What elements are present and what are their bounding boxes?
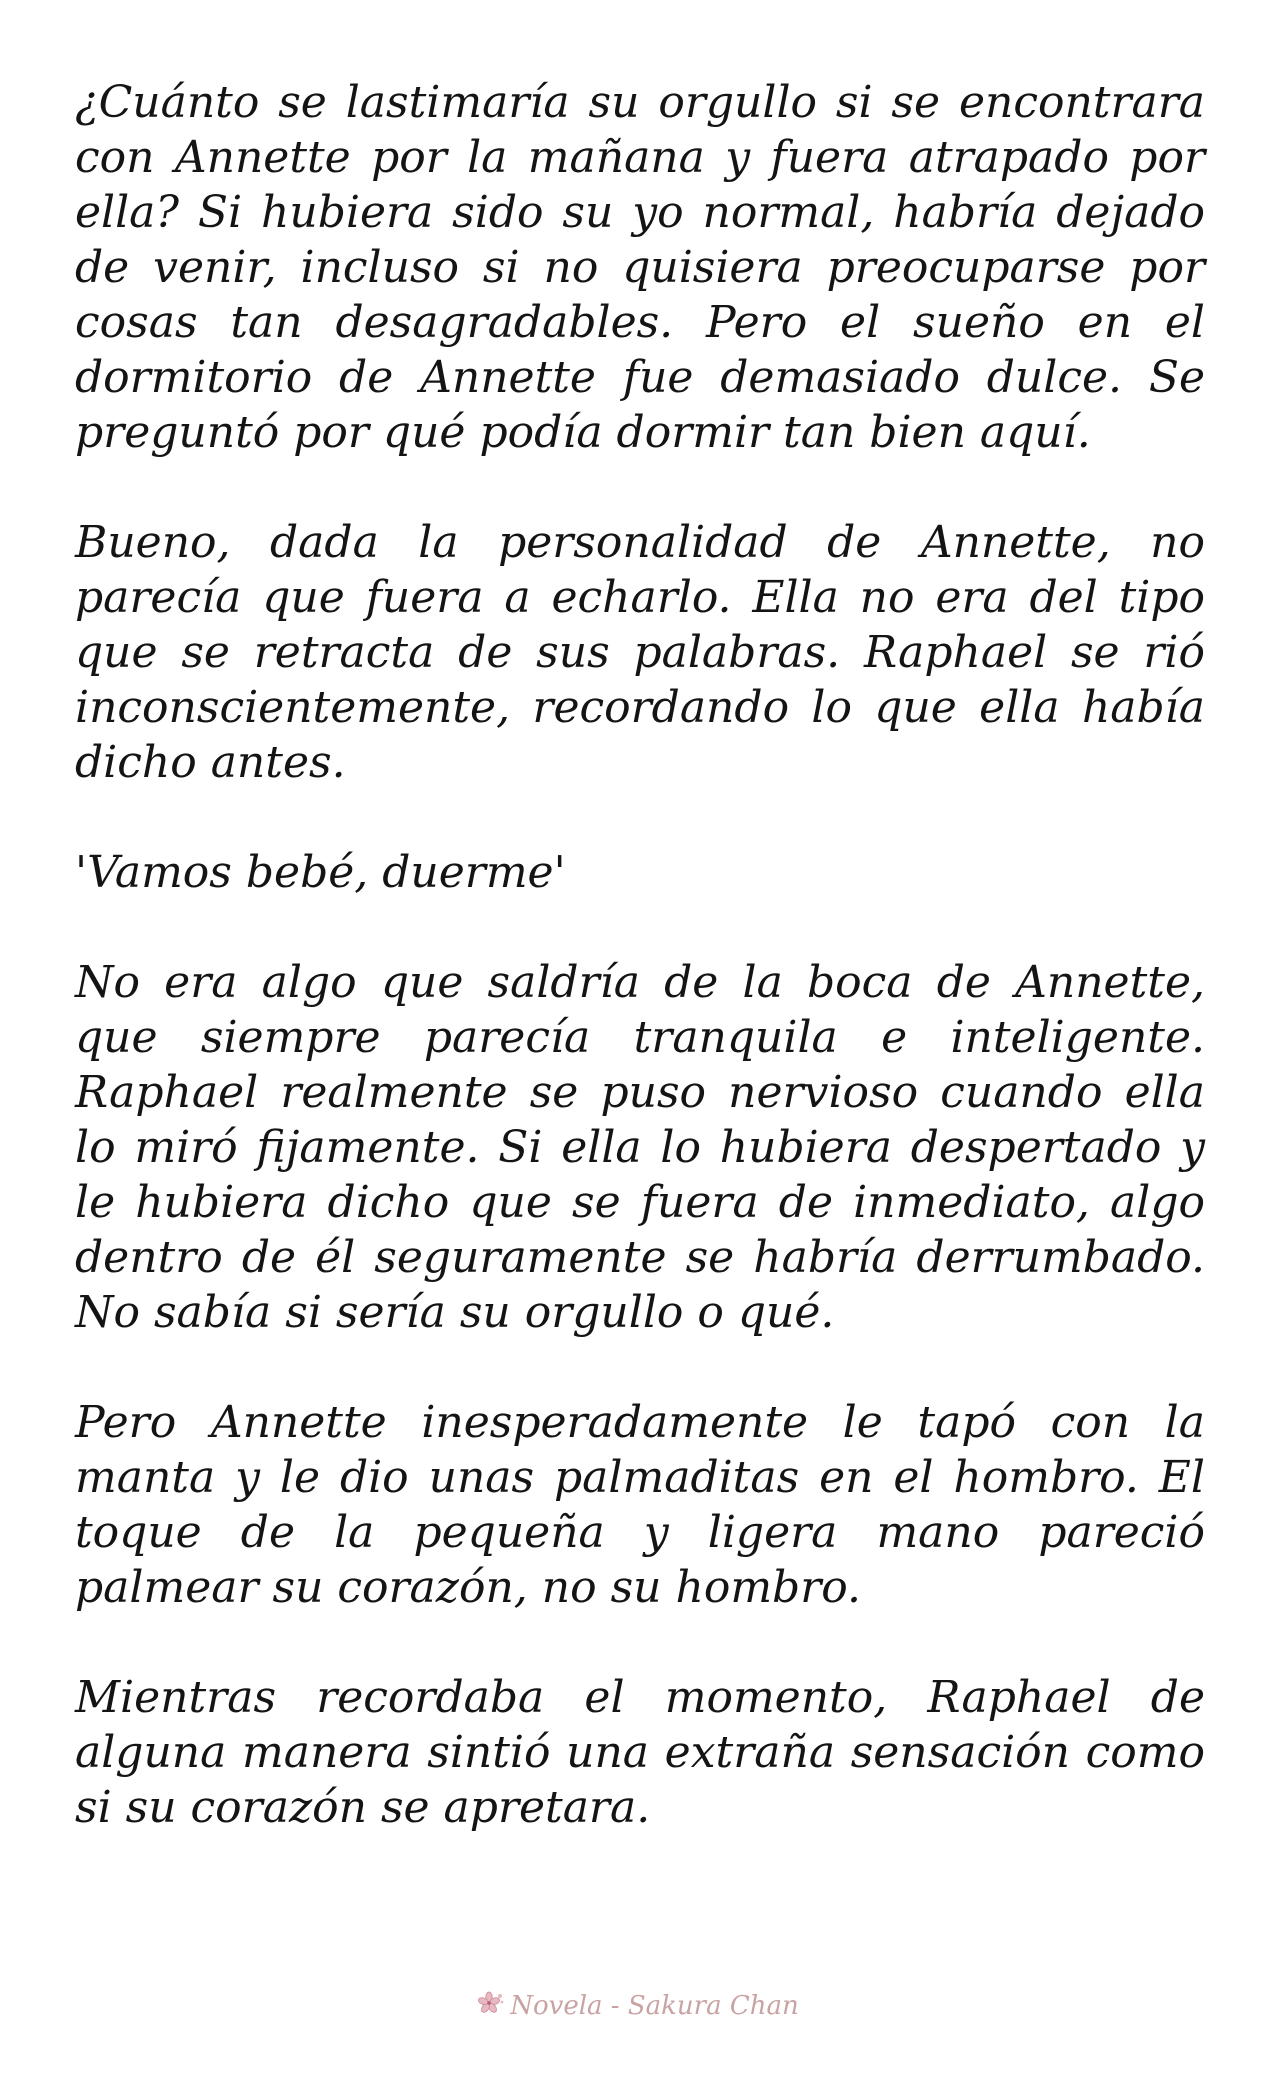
quote-text: Vamos bebé, duerme — [87, 847, 554, 898]
watermark-text: Novela - Sakura Chan — [510, 1991, 799, 2021]
quote-close-mark: ' — [553, 847, 566, 898]
paragraph-3: No era algo que saldría de la boca de Annette, que siempre parecía tranquila e inteligente. Raphael realmente se puso nervioso cuando ella lo miró fijamente. Si ella lo hubiera despertado y le hubiera dicho que se fuera de inmediato, algo dentro de él seguramente se habría derrumbado. No sabía si sería su orgullo o qué. — [75, 957, 1205, 1338]
paragraph-5: Mientras recordaba el momento, Raphael de alguna manera sintió una extraña sensación como si su corazón se apretara. — [75, 1672, 1205, 1833]
document-page — [75, 75, 1205, 1890]
watermark — [0, 1990, 1275, 2021]
paragraph-2: Bueno, dada la personalidad de Annette, no parecía que fuera a echarlo. Ella no era del tipo que se retracta de sus palabras. Raphael se rió inconscientemente, recordando lo que ella había dicho antes. — [75, 517, 1205, 788]
quote-open-mark: ' — [75, 847, 88, 898]
paragraph-4: Pero Annette inesperadamente le tapó con la manta y le dio unas palmaditas en el hombro. El toque de la pequeña y ligera mano pareció palmear su corazón, no su hombro. — [75, 1397, 1205, 1613]
paragraph-1: ¿Cuánto se lastimaría su orgullo si se encontrara con Annette por la mañana y fuera atrapado por ella? Si hubiera sido su yo normal, habría dejado de venir, incluso si no quisiera preocuparse por cosas tan desagradables. Pero el sueño en el dormitorio de Annette fue demasiado dulce. Se preguntó por qué podía dormir tan bien aquí. — [75, 77, 1205, 458]
quote-line — [75, 845, 1205, 900]
sakura-flower-icon — [476, 1990, 506, 2020]
